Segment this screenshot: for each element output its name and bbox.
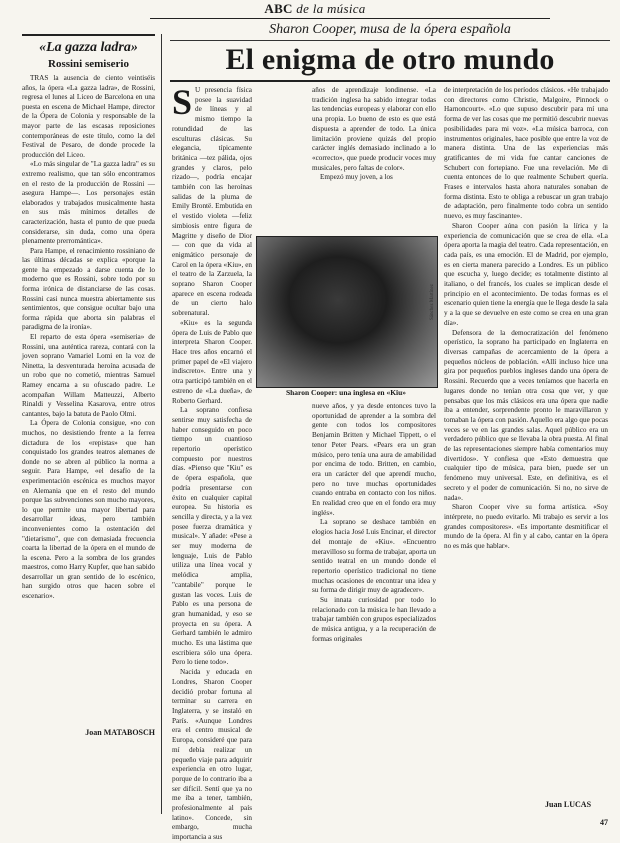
article-paragraph: U presencia física posee la suavidad de líneas y al mismo tiempo la rotundidad de las esculturas clásicas. Su elegancia, típicamente británica —tez pálida, ojos grandes y claros, pelo rizado—, podría encajar también con las heroínas salidas de la pluma de Emily Brontë. Embutida en el vestido violeta —feliz simbiosis entre figura de Magritte y diseño de Dior— con que da vida al enigmático personaje de Carol en la ópera «Kiu», en el teatro de la Zarzuela, la soprano Sharon Cooper aparece en escena rodeada de un cierto halo sobrenatural. [172,86,252,318]
article-kicker: Sharon Cooper, musa de la ópera española [269,22,511,37]
article-headline: El enigma de otro mundo [225,43,555,76]
article-paragraph: nueve años, y ya desde entonces tuvo la oportunidad de aprender a la sombra del gente con todos los compositores Benjamin Britten y Michael Tippett, o el tenor Peter Pears. «Pears era un gran músico, pero tenía una aura de amabilidad por encima de todo. Britten, en cambio, era un carácter del que aprendí mucho, pero no tuve muchas oportunidades cuando entraba en contacto con los niños. En realidad creo que en el fondo era muy inglés». [312,402,436,517]
article-column-2-bottom [312,402,436,802]
page-number: 47 [600,818,608,827]
photo-credit: Sánchez Martínez [430,284,435,320]
sidebar-top-rule [22,34,155,36]
headline-rule [170,80,610,82]
kicker-rule [170,40,610,41]
article-paragraph: La soprano confiesa sentirse muy satisfecha de haber conseguido en poco tiempo un cuantioso repertorio operístico compuesto por nuestros días. «Pienso que "Kiu" es de ópera española, que podría presentarse con éxito en cualquier capital europea. Su historia es sencilla y directa, y a la vez posee fuerza dramática y musical». Y añade: «Pese a ser muy moderna de lenguaje, Luis de Pablo utiliza una línea vocal y melódica amplia, "cantabile" porque le gustan las voces. Luis de Pablo es una persona de gran humanidad, y eso se proyecta en su ópera. A Gerhard también le admiro mucho. Es una lástima que escribiera sólo una ópera. Pero lo tiene todo». [172,406,252,667]
article-paragraph: Empezó muy joven, a los [320,173,393,182]
section-rest: de la música [292,1,366,16]
header-rule [150,18,550,19]
sidebar-article [22,34,162,814]
sidebar-paragraph: Para Hampe, el renacimiento rossiniano de las últimas décadas se explica «porque la gente ha empezado a darse cuenta de lo moderno que es Rossini, sobre todo por su forma irónica de distanciarse de las cosas. Rossini casi nunca muestra abiertamente sus sentimientos, que consigue ocultar bajo una forma rápida que aborta sin palabras el paradigma de la ironía». [22,246,155,332]
sidebar-paragraph: «Lo más singular de "La gazza ladra" es su extremo realismo, que tan sólo encontramos en el resto de la producción de Rossini —asegura Hampe—. Los personajes están elaborados y trabajados musicalmente hasta en sus más mínimos detalles de caracterización, hasta el punto de que pueda considerarse, sin duda, como una ópera plenamente prerromántica». [22,160,155,246]
sidebar-paragraph: La Ópera de Colonia consigue, «no con muchos, no desistiendo frente a la ferrea dictadura de los «repistas» que han conquistado los grandes teatros alemanes de donde no se abren al público la norma a seguir. Para Hampe, «el desafío de la experimentación escénica es muchos mayor en Alemania que en el resto del mundo porque las subvenciones son mucho mayores, lo que permite una mayor libertad para desarrollar ideas, pero también inconvenientes como la ostentación del "dietarismo", que con demasiada frecuencia coarta la libertad de la ópera en el mundo de la escena. Pero a la sombra de los grandes maestros, como Harry Kupfer, que han sabido desarrollar un gran sentido de lo escénico, han surgido otros que hacen sobre el escenario». [22,419,155,601]
article-paragraph: «Kiu» es la segunda ópera de Luis de Pablo que interpreta Sharon Cooper. Hace tres años encarnó el primer papel de «El viajero indiscreto». Entre una y otra participó también en el estreno de «La dueña», de Roberto Gerhard. [172,318,252,405]
article-column-2-top [312,86,436,232]
article-paragraph: Sharon Cooper vive su forma artística. «Soy intérprete, no puedo evitarlo. Mi trabajo es servir a los grandes compositores». «Es importante desmitificar el mundo de la ópera. Al fin y al cabo, cantar en la ópera no es más que hablar». [444,503,608,551]
article-signature: Juan LUCAS [545,800,592,809]
sidebar-title: «La gazza ladra» [39,40,138,55]
section-header [250,1,380,17]
article-paragraph: Su innata curiosidad por todo lo relacionado con la música le han llevado a trabajar también con grupos especializados de música antigua, y a la recuperación de formas originales [312,596,436,643]
article-paragraph: Defensora de la democratización del fenómeno operístico, la soprano ha participado en Inglaterra en diversas campañas de acercamiento de la ópera a pequeños núcleos de población. «Allí incluso hice una gira por pequeños pueblos ingleses dando una ópera de Rossini. Recuerdo que a veces teníamos que hacerla en lugares donde no tenían otra cosa que ver, y que pensabas que los más clásicos era una ópera que nadie iba a entender, sorprendente pronto le maravillaron y tomaban la ópera con pasión. Aquello era algo que pocas veces se ve en las grandes salas. Aquel público era un verdadero público que se llevaba la obra puesta. Al final de las representaciones siempre había comentarios muy divertidos». Y confiesa que «Esto demuestra que cualquier tipo de música, para bien, puede ser un fenómeno muy universal. Este, en definitiva, es el secreto y el poder de comunicación. Si no, no sirve de nada». [444,328,608,502]
article-paragraph: Sharon Cooper aúna con pasión la lírica y la experiencia de comunicación que se crea de ella. «La ópera aporta la magia del teatro. Cada representación, en cada país, es una emoción. El de Madrid, por ejemplo, es en cierta manera parecido a Londres. Es un público que escucha y, luego decide; es totalmente distinto al italiano, o del francés, los cuales se implican desde el principio en el acontecimiento. De todas formas es el escenario quien tiene la energía que le llega desde la sala y a la que se devuelve en este como se crea en una gran día». [444,221,608,327]
drop-cap: S [172,82,193,122]
article-paragraph: Nacida y educada en Londres, Sharon Cooper decidió probar fortuna al terminar su carrera en Inglaterra, y se instaló en París. «Aunque Londres era el centro musical de Europa, consideré que para mí debía realizar un pequeño viaje para adquirir experiencia en otro lugar, porque de lo contrario iba a ser difícil. Sentí que ya no me iba a tener, también, profesionalmente al país latino». Concede, sin embargo, mucha importancia a sus [172,668,252,842]
portrait-photo [256,236,438,388]
article-column-3 [444,86,608,796]
article-paragraph: de interpretación de los períodos clásicos. «He trabajado con directores como Christie, Malgoire, Pinnock o Harnoncourt». «Lo que supuso descubrir para mí una forma de ver las cosas que me permitió descubrir nuevas posibilidades para mi voz». «La música barroca, con instrumentos originales, hace posible que entre la voz de manera distinta. Una de las experiencias más gratificantes de mi vida fue cantar canciones de Schubert con fortepiano. Fue una revelación. Me di cuenta entonces de lo que realmente Schubert quería. Frases e intervalos hasta ahora naturales sonaban de forma distinta. Esto te obliga a rebuscar un gran trabajo de adaptación, pero finalmente todo cobra un sentido nuevo, es muy fascinante». [444,86,608,221]
sidebar-paragraph: TRAS la ausencia de ciento veintiséis años, la ópera «La gazza ladra», de Rossini, regresa el lunes al Liceo de Barcelona en una puesta en escena de Michael Hampe, director de la Ópera de Colonia y responsable de la mayor parte de las escasas reposiciones contemporáneas de este título, como la del Festival de Pesaro, de donde procede la producción del Liceo. [22,74,155,159]
article-paragraph: La soprano se deshace también en elogios hacia José Luis Encinar, el director del montaje de «Kiu». «Encuentro meravilloso su forma de trabajar, aporta un sentido teatral en un mundo donde el repertorio operístico tradicional no tiene muchas ocasiones de encontrar una idea y su forma de dirigir muy de agradecer». [312,518,436,595]
section-lead: ABC [264,1,293,16]
article-column-1 [172,82,252,842]
sidebar-subtitle: Rossini semiserio [48,58,129,70]
sidebar-body [22,74,155,724]
sidebar-paragraph: El reparto de esta ópera «semiseria» de Rossini, una auténtica rareza, contará con la joven soprano Vamariel Lomi en la voz de Ninetta, la desventurada heroína acusada de un robo que no cometió, mientras Samuel Ramey encarna a su ofuscado padre. Le acompañan Willam Matteuzzi, Alberto Rinaldi y Vesselina Kasarova, entre otros cantantes, bajo la batuta de Paolo Olmi. [22,333,155,418]
article-paragraph: años de aprendizaje londinense. «La tradición inglesa ha sabido integrar todas las tendencias europeas y elaborar con ello una propia. Lo bueno de esto es que está dispuesta a aprender de todo. La única limitación proviene quizás del propio carácter inglés demasiado inclinado a lo «correcto», que puede producir voces muy musicales, pero faltas de color». [312,86,436,172]
sidebar-signature: Joan MATABOSCH [85,728,155,737]
photo-caption: Sharon Cooper: una inglesa en «Kiu» [285,388,407,397]
